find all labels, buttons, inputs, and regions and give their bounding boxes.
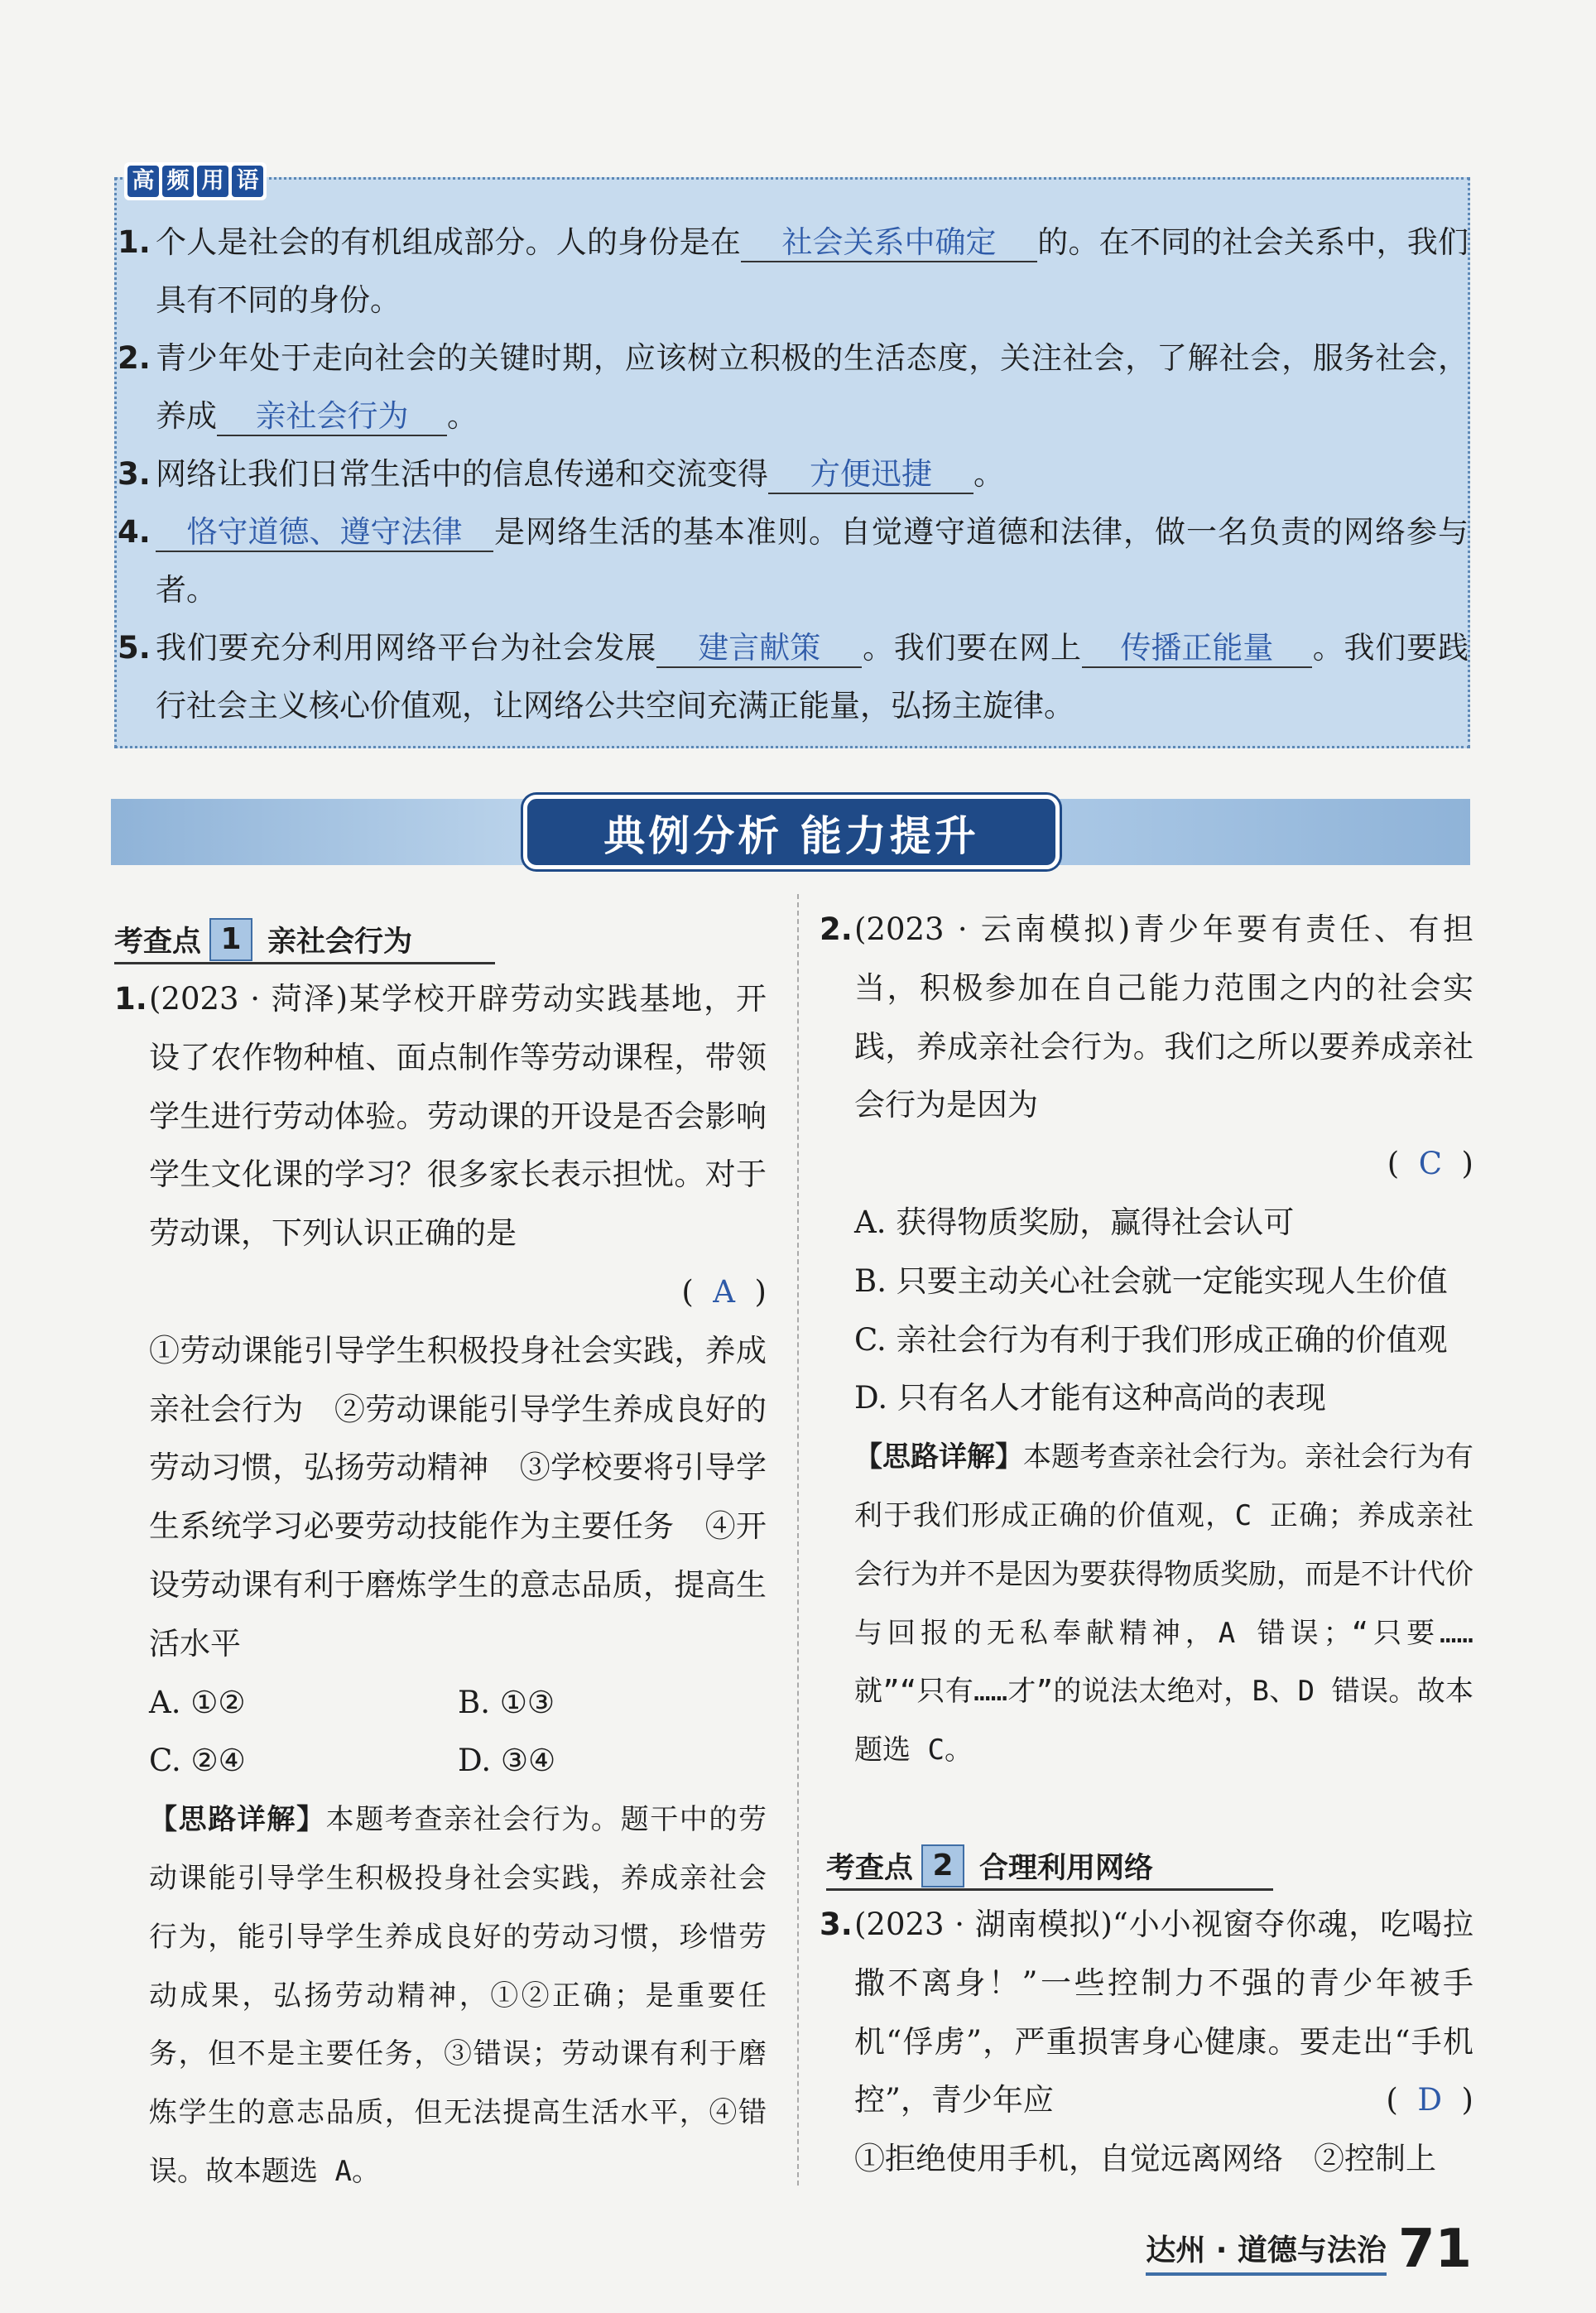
question-2: 2. (2023 · 云南模拟)青少年要有责任、有担当，积极参加在自己能力范围之内的社会实践，养成亲社会行为。我们之所以要养成亲社会行为是因为 ( C ) A. 获得物质奖励，赢得社会认可 B. 只要主动关心社会就一定能实现人生价值 C. 亲社会行为有利于我们形成正确的价值观 D. 只有名人才能有这种高尚的表现 【思路详解】本题考查亲社会行为。亲社会行为有利于我们形成正确的价值观，C 正确；养成亲社会行为并不是因为要获得物质奖励，而是不计代价与回报的无私奉献精神，A 错误；“只要……就”“只有……才”的说法太绝对，B、D 错误。故本题选 C。 [820,901,1473,1780]
answer-choice: C [1418,1146,1443,1182]
hf-item-2: 2. 青少年处于走向社会的关键时期，应该树立积极的生活态度，关注社会，了解社会，服务社会，养成 亲社会行为 。 [118,329,1469,445]
statements: ①劳动课能引导学生积极投身社会实践，养成亲社会行为 ②劳动课能引导学生养成良好的劳动习惯，弘扬劳动精神 ③学校要将引导学生系统学习必要劳动技能作为主要任务 ④开设劳动课有利于磨炼学生的意志品质，提高生活水平 [149,1332,767,1661]
option: D. 只有名人才能有这种高尚的表现 [854,1380,1326,1416]
question-stem: (2023 · 湖南模拟)“小小视窗夺你魂，吃喝拉撒不离身！”一些控制力不强的青少年被手机“俘虏”，严重损害身心健康。要走出“手机控”，青少年应 [854,1907,1473,2118]
question-stem: (2023 · 云南模拟)青少年要有责任、有担当，积极参加在自己能力范围之内的社会实践，养成亲社会行为。我们之所以要养成亲社会行为是因为 [854,911,1473,1123]
answer-paren: ( A ) [681,1273,767,1310]
analysis: 【思路详解】本题考查亲社会行为。题干中的劳动课能引导学生积极投身社会实践，养成亲社会行为，能引导学生养成良好的劳动习惯，珍惜劳动成果，弘扬劳动精神，①②正确；是重要任务，但不是主要任务，③错误；劳动课有利于磨炼学生的意志品质，但无法提高生活水平，④错误。故本题选 A。 [149,1803,767,2188]
left-column [114,970,767,2201]
answer-blank: 恪守道德、遵守法律 [156,514,493,552]
hf-item-3: 3. 网络让我们日常生活中的信息传递和交流变得 方便迅捷 。 [118,445,1469,503]
statements: ①拒绝使用手机，自觉远离网络 ②控制上 [854,2141,1436,2177]
checkpoint-2: 考查点 2 合理利用网络 [826,1844,1273,1891]
high-frequency-list [118,214,1469,735]
question-1: 1. (2023 · 菏泽)某学校开辟劳动实践基地，开设了农作物种植、面点制作等劳动课程，带领学生进行劳动体验。劳动课的开设是否会影响学生文化课的学习？很多家长表示担忧。对于劳动课，下列认识正确的是 ( A ) ①劳动课能引导学生积极投身社会实践，养成亲社会行为 ②劳动课能引导学生养成良好的劳动习惯，弘扬劳动精神 ③学校要将引导学生系统学习必要劳动技能作为主要任务 ④开设劳动课有利于磨炼学生的意志品质，提高生活水平 A. ①② B. ①③ C. ②④ D. ③④ 【思路详解】本题考查亲社会行为。题干中的劳动课能引导学生积极投身社会实践，养成亲社会行为，能引导学生养成良好的劳动习惯，珍惜劳动成果，弘扬劳动精神，①②正确；是重要任务，但不是主要任务，③错误；劳动课有利于磨炼学生的意志品质，但无法提高生活水平，④错误。故本题选 A。 [114,970,767,2201]
answer-choice: D [1417,2082,1443,2118]
hf-item-1: 1. 个人是社会的有机组成部分。人的身份是在 社会关系中确定 的。在不同的社会关系中，我们具有不同的身份。 [118,224,1469,318]
section-title: 典例分析 能力提升 [523,795,1060,869]
tag-char: 频 [162,166,194,197]
option: A. 获得物质奖励，赢得社会认可 [854,1204,1295,1240]
hf-item-5: 5. 我们要充分利用网络平台为社会发展 建言献策 。我们要在网上 传播正能量 。我们要践行社会主义核心价值观，让网络公共空间充满正能量，弘扬主旋律。 [118,630,1469,724]
options-row [149,1732,767,1791]
option: A. ①② [149,1684,246,1720]
tag-char: 用 [197,166,228,197]
right-column-lower [820,1896,1473,2189]
checkpoint-number: 2 [921,1844,964,1887]
question-stem: (2023 · 菏泽)某学校开辟劳动实践基地，开设了农作物种植、面点制作等劳动课程，带领学生进行劳动体验。劳动课的开设是否会影响学生文化课的学习？很多家长表示担忧。对于劳动课，下列认识正确的是 [149,981,767,1252]
page-number: 71 [1397,2219,1472,2280]
question-3: 3. (2023 · 湖南模拟)“小小视窗夺你魂，吃喝拉撒不离身！”一些控制力不强的青少年被手机“俘虏”，严重损害身心健康。要走出“手机控”，青少年应 ( D ) ①拒绝使用手机，自觉远离网络 ②控制上 [820,1907,1473,2177]
answer-paren: ( C ) [1387,1146,1473,1182]
tag-char: 语 [232,166,263,197]
answer-paren: ( D ) [1386,2082,1473,2118]
answer-blank: 亲社会行为 [217,398,447,436]
footer-label: 达州 · 道德与法治 [1146,2227,1387,2276]
answer-blank: 建言献策 [656,630,862,668]
options-row [149,1674,767,1733]
option: C. 亲社会行为有利于我们形成正确的价值观 [854,1321,1448,1358]
option: D. ③④ [458,1743,556,1779]
page-footer [1146,2219,1472,2280]
option: B. 只要主动关心社会就一定能实现人生价值 [854,1262,1448,1299]
option: C. ②④ [149,1743,246,1779]
answer-blank: 社会关系中确定 [741,224,1037,262]
checkpoint-number: 1 [209,918,252,961]
answer-blank: 方便迅捷 [768,456,973,494]
analysis: 【思路详解】本题考查亲社会行为。亲社会行为有利于我们形成正确的价值观，C 正确；养成亲社会行为并不是因为要获得物质奖励，而是不计代价与回报的无私奉献精神，A 错误；“只要……就”“只有……才”的说法太绝对，B、D 错误。故本题选 C。 [854,1440,1473,1767]
option: B. ①③ [458,1684,555,1720]
tag-char: 高 [127,166,159,197]
answer-blank: 传播正能量 [1082,630,1312,668]
answer-choice: A [713,1273,736,1310]
checkpoint-1: 考查点 1 亲社会行为 [114,917,495,964]
high-frequency-tag [124,162,267,200]
hf-item-4: 4. 恪守道德、遵守法律 是网络生活的基本准则。自觉遵守道德和法律，做一名负责的网络参与者。 [118,514,1469,608]
right-column [820,901,1473,1780]
column-divider [797,894,799,2186]
